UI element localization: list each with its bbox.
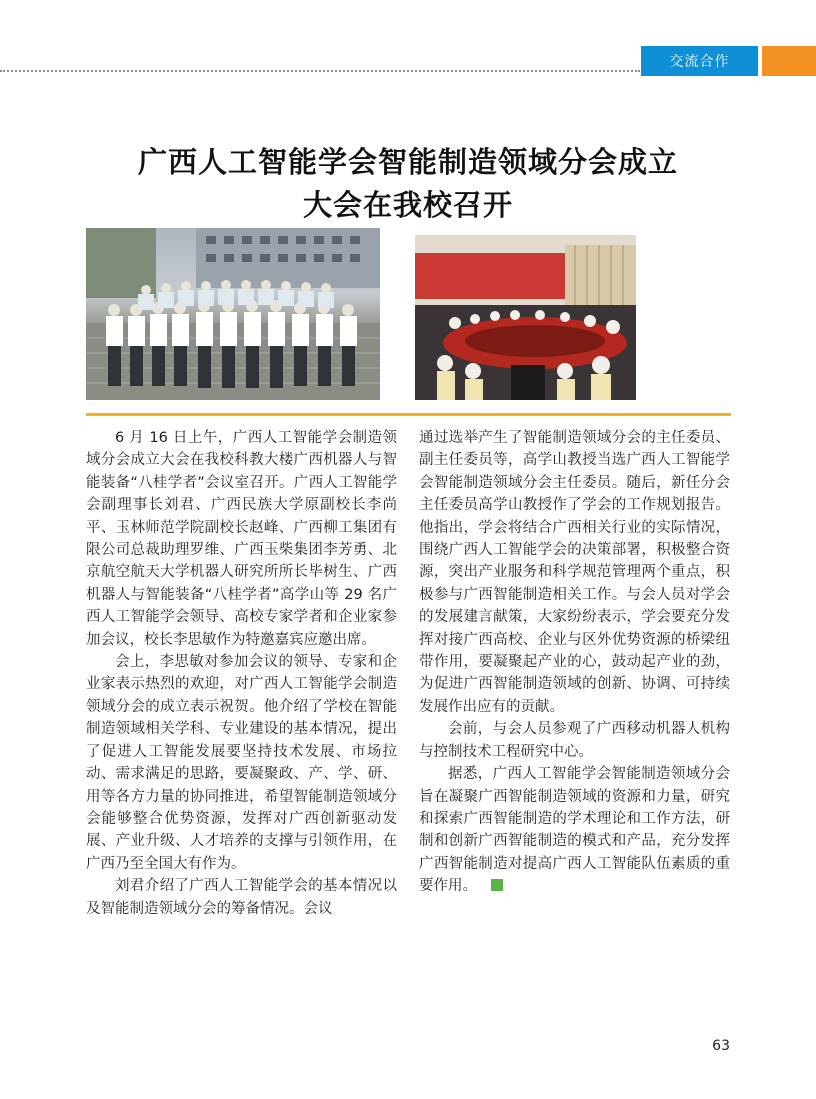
header-orange-block xyxy=(762,46,816,76)
article-title-line-1: 广西人工智能学会智能制造领域分会成立 xyxy=(137,145,678,179)
paragraph-last xyxy=(419,763,730,897)
article-end-icon xyxy=(491,879,503,891)
section-divider xyxy=(86,413,731,416)
group-photo-illustration xyxy=(86,228,380,400)
meeting-photo-illustration xyxy=(415,235,636,400)
paragraph: 会前，与会人员参观了广西移动机器人机构与控制技术工程研究中心。 xyxy=(419,721,730,760)
body-column-right xyxy=(419,427,730,898)
body-column-left xyxy=(86,427,397,920)
paragraph: 6 月 16 日上午，广西人工智能学会制造领域分会成立大会在我校科教大楼广西机器人与智能装备“八桂学者”会议室召开。广西人工智能学会副理事长刘君、广西民族大学原副校长李尚平、玉林师范学院副校长赵峰、广西柳工集团有限公司总裁助理罗维、广西玉柴集团李芳勇、北京航空航天大学机器人研究所所长毕树生、广西机器人与智能装备“八桂学者”高学山等 29 名广西人工智能学会领导、高校专家学者和企业家参加会议，校长李思敏作为特邀嘉宾应邀出席。 xyxy=(86,430,397,648)
group-photo xyxy=(86,228,380,400)
paragraph: 刘君介绍了广西人工智能学会的基本情况以及智能制造领域分会的筹备情况。会议 xyxy=(86,878,397,917)
paragraph: 会上，李思敏对参加会议的领导、专家和企业家表示热烈的欢迎，对广西人工智能学会制造领域分会的成立表示祝贺。他介绍了学校在智能制造领域相关学科、专业建设的基本情况，提出了促进人工智能发展要坚持技术发展、市场拉动、需求满足的思路，要凝聚政、产、学、研、用等各方力量的协同推进，希望智能制造领域分会能够整合优势资源，发挥对广西创新驱动发展、产业升级、人才培养的支撑与引领作用，在广西乃至全国大有作为。 xyxy=(86,654,397,872)
header-dotted-rule xyxy=(0,70,640,72)
section-tag: 交流合作 xyxy=(641,46,758,76)
page-number: 63 xyxy=(712,1038,730,1054)
paragraph-text: 据悉，广西人工智能学会智能制造领域分会旨在凝聚广西智能制造领域的资源和力量，研究和探索广西智能制造的学术理论和工作方法，研制和创新广西智能制造的模式和产品，充分发挥广西智能制造对提高广西人工智能队伍素质的重要作用。 xyxy=(419,766,730,895)
meeting-photo xyxy=(415,235,636,400)
article-title-line-2: 大会在我校召开 xyxy=(302,188,513,222)
paragraph-continued: 通过选举产生了智能制造领域分会的主任委员、副主任委员等，高学山教授当选广西人工智能学会智能制造领域分会主任委员。随后，新任分会主任委员高学山教授作了学会的工作规划报告。他指出，学会将结合广西相关行业的实际情况，围绕广西人工智能学会的决策部署，积极整合资源，突出产业服务和科学规范管理两个重点，积极参与广西智能制造相关工作。与会人员对学会的发展建言献策，大家纷纷表示，学会要充分发挥对接广西高校、企业与区外优势资源的桥梁纽带作用，要凝聚起产业的心，鼓动起产业的劲，为促进广西智能制造领域的创新、协调、可持续发展作出应有的贡献。 xyxy=(419,430,730,715)
